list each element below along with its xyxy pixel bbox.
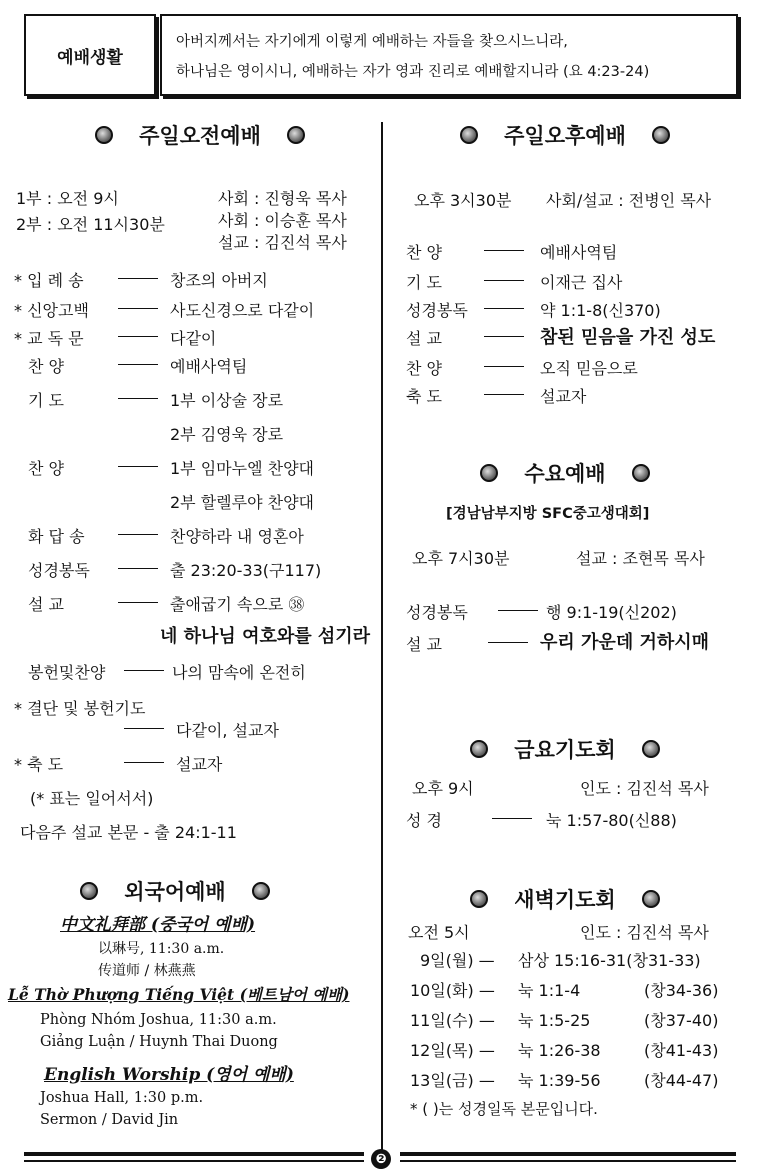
offering-label: 봉헌및찬양 [28,663,106,682]
bullet-dot-icon [252,882,270,900]
dawn-heading: 새벽기도회 [440,884,690,914]
bullet-dot-icon [642,890,660,908]
dawn-role: 인도 : 김진석 목사 [580,923,709,942]
order-value: 출애굽기 속으로 ㊳ [170,595,305,614]
dash-line [124,670,164,671]
vietnamese-line-2: Giảng Luận / Huynh Thai Duong [40,1034,278,1050]
dash-line-wrap [476,384,532,403]
order-label: 찬 양 [28,459,64,478]
morning-role-3: 설교 : 김진석 목사 [218,233,347,252]
order-value: 찬양하라 내 영혼아 [170,527,304,546]
dash-line-wrap [110,592,166,611]
order-label: * 신앙고백 [14,301,89,320]
order-value: 다같이 [170,329,217,348]
verse-line-2: 하나님은 영이시니, 예배하는 자가 영과 진리로 예배할지니라 (요 4:23-24) [176,64,650,80]
dawn-passage: 눅 1:1-4 [518,981,581,1000]
dash-line [124,728,164,729]
footer-rule-right [400,1152,736,1162]
friday-time: 오후 9시 [412,779,474,798]
morning-time-1: 1부 : 오전 9시 [16,189,119,208]
dash-line-wrap [110,268,166,287]
foreign-heading: 외국어예배 [60,876,290,906]
order-label: 찬 양 [406,359,442,378]
dash-line [118,308,158,309]
dash-line-wrap [110,456,166,475]
standing-note: (* 표는 일어서서) [30,789,154,808]
blessing-label: * 축 도 [14,755,64,774]
decision-label: * 결단 및 봉헌기도 [14,699,146,718]
dash-line-wrap [110,524,166,543]
chinese-line-2: 传道师 / 林燕燕 [98,963,196,979]
order-value: 출 23:20-33(구117) [170,561,322,580]
dash-line [484,250,524,251]
order-label: 찬 양 [28,357,64,376]
order-label: 기 도 [406,273,442,292]
dash-line-wrap [476,270,532,289]
section-label: 예배생활 [57,47,123,68]
dash-line [124,762,164,763]
wednesday-heading: 수요예배 [440,458,690,488]
bullet-dot-icon [480,464,498,482]
order-value: 2부 할렐루야 찬양대 [170,493,314,512]
dawn-day: 13일(금) — [410,1071,495,1090]
bullet-dot-icon [287,126,305,144]
dawn-reading-ref: (창34-36) [644,981,719,1000]
dash-line [488,642,528,643]
friday-reading-label: 성 경 [406,811,442,830]
wednesday-sermon-value: 우리 가운데 거하시매 [540,632,710,653]
dawn-passage: 눅 1:39-56 [518,1071,601,1090]
bullet-dot-icon [470,740,488,758]
order-value: 참된 믿음을 가진 성도 [540,327,716,348]
order-label: 설 교 [406,329,442,348]
bullet-dot-icon [460,126,478,144]
dash-line [492,818,532,819]
dawn-passage: 삼상 15:16-31(창31-33) [518,951,701,970]
dawn-passage: 눅 1:26-38 [518,1041,601,1060]
friday-heading: 금요기도회 [440,734,690,764]
dawn-reading-ref: (창44-47) [644,1071,719,1090]
dash-line [118,466,158,467]
dash-line [118,278,158,279]
order-label: 성경봉독 [406,301,468,320]
order-value: 사도신경으로 다같이 [170,301,315,320]
verse-box [160,14,738,96]
dash-line [484,308,524,309]
order-value: 1부 이상술 장로 [170,391,284,410]
dawn-time: 오전 5시 [408,923,470,942]
sunday-afternoon-heading: 주일오후예배 [440,120,690,150]
order-value: 예배사역팀 [540,243,618,262]
sunday-morning-heading: 주일오전예배 [60,120,340,150]
chinese-line-1: 以琳号, 11:30 a.m. [98,941,225,957]
dash-line [118,602,158,603]
dash-line [118,364,158,365]
dash-line [484,336,524,337]
verse-line-1: 아버지께서는 자기에게 이렇게 예배하는 자들을 찾으시느니라, [176,34,568,50]
order-value: 예배사역팀 [170,357,248,376]
page-number: ❷ [371,1149,391,1169]
next-week-text: 다음주 설교 본문 - 출 24:1-11 [20,823,237,842]
order-value: 창조의 아버지 [170,271,268,290]
dash-line [118,534,158,535]
order-value: 1부 임마누엘 찬양대 [170,459,314,478]
afternoon-role: 사회/설교 : 전병인 목사 [546,191,712,210]
order-label: 설 교 [28,595,64,614]
order-label: 화 답 송 [28,527,85,546]
dash-line-wrap [476,298,532,317]
order-value: 이재근 집사 [540,273,623,292]
dash-line-wrap [476,356,532,375]
bullet-dot-icon [632,464,650,482]
dash-line-wrap [110,388,166,407]
bullet-dot-icon [642,740,660,758]
offering-value: 나의 맘속에 온전히 [172,663,306,682]
wednesday-subtitle: [경남남부지방 SFC중고생대회] [446,506,650,522]
vietnamese-line-1: Phòng Nhóm Joshua, 11:30 a.m. [40,1012,277,1028]
dawn-day: 12일(목) — [410,1041,495,1060]
order-value: 오직 믿음으로 [540,359,638,378]
wednesday-sermon-label: 설 교 [406,635,442,654]
order-value: 2부 김영욱 장로 [170,425,284,444]
morning-role-2: 사회 : 이승훈 목사 [218,211,347,230]
dawn-day: 9일(월) — [420,951,495,970]
dash-line [118,568,158,569]
morning-role-1: 사회 : 진형욱 목사 [218,189,347,208]
order-label: * 입 례 송 [14,271,84,290]
dash-line [484,280,524,281]
bullet-dot-icon [470,890,488,908]
wednesday-reading-label: 성경봉독 [406,603,468,622]
dash-line-wrap [476,326,532,345]
dash-line [484,394,524,395]
dash-line-wrap [110,298,166,317]
dash-line-wrap [110,354,166,373]
order-label: 기 도 [28,391,64,410]
column-divider [381,122,383,1152]
dash-line [118,336,158,337]
dawn-day: 10일(화) — [410,981,495,1000]
dawn-reading-ref: (창41-43) [644,1041,719,1060]
section-label-box [24,14,156,96]
friday-role: 인도 : 김진석 목사 [580,779,709,798]
order-label: 찬 양 [406,243,442,262]
morning-sermon-title: 네 하나님 여호와를 섬기라 [160,626,371,647]
bullet-dot-icon [652,126,670,144]
order-label: 축 도 [406,387,442,406]
dash-line [118,398,158,399]
dash-line-wrap [110,326,166,345]
order-label: * 교 독 문 [14,329,84,348]
order-label: 성경봉독 [28,561,90,580]
afternoon-time: 오후 3시30분 [414,191,512,210]
morning-time-2: 2부 : 오전 11시30분 [16,215,165,234]
dawn-reading-ref: (창37-40) [644,1011,719,1030]
dash-line [498,610,538,611]
dash-line [484,366,524,367]
dawn-passage: 눅 1:5-25 [518,1011,591,1030]
dash-line-wrap [476,240,532,259]
blessing-value: 설교자 [176,755,223,774]
english-line-1: Joshua Hall, 1:30 p.m. [40,1090,204,1106]
order-value: 설교자 [540,387,587,406]
bullet-dot-icon [95,126,113,144]
english-line-2: Sermon / David Jin [40,1112,179,1128]
order-value: 약 1:1-8(신370) [540,301,661,320]
wednesday-reading-value: 행 9:1-19(신202) [546,603,677,622]
wednesday-role: 설교 : 조현목 목사 [576,549,705,568]
english-title: English Worship (영어 예배) [44,1065,294,1085]
dawn-day: 11일(수) — [410,1011,495,1030]
bullet-dot-icon [80,882,98,900]
wednesday-time: 오후 7시30분 [412,549,510,568]
decision-value: 다같이, 설교자 [176,721,279,740]
chinese-title: 中文礼拜部 (중국어 예배) [60,915,256,935]
dawn-note: * ( )는 성경일독 본문입니다. [410,1100,598,1118]
footer-rule-left [24,1152,364,1162]
dash-line-wrap [110,558,166,577]
vietnamese-title: Lễ Thờ Phượng Tiếng Việt (베트남어 예배) [8,985,350,1004]
friday-reading-value: 눅 1:57-80(신88) [546,811,677,830]
